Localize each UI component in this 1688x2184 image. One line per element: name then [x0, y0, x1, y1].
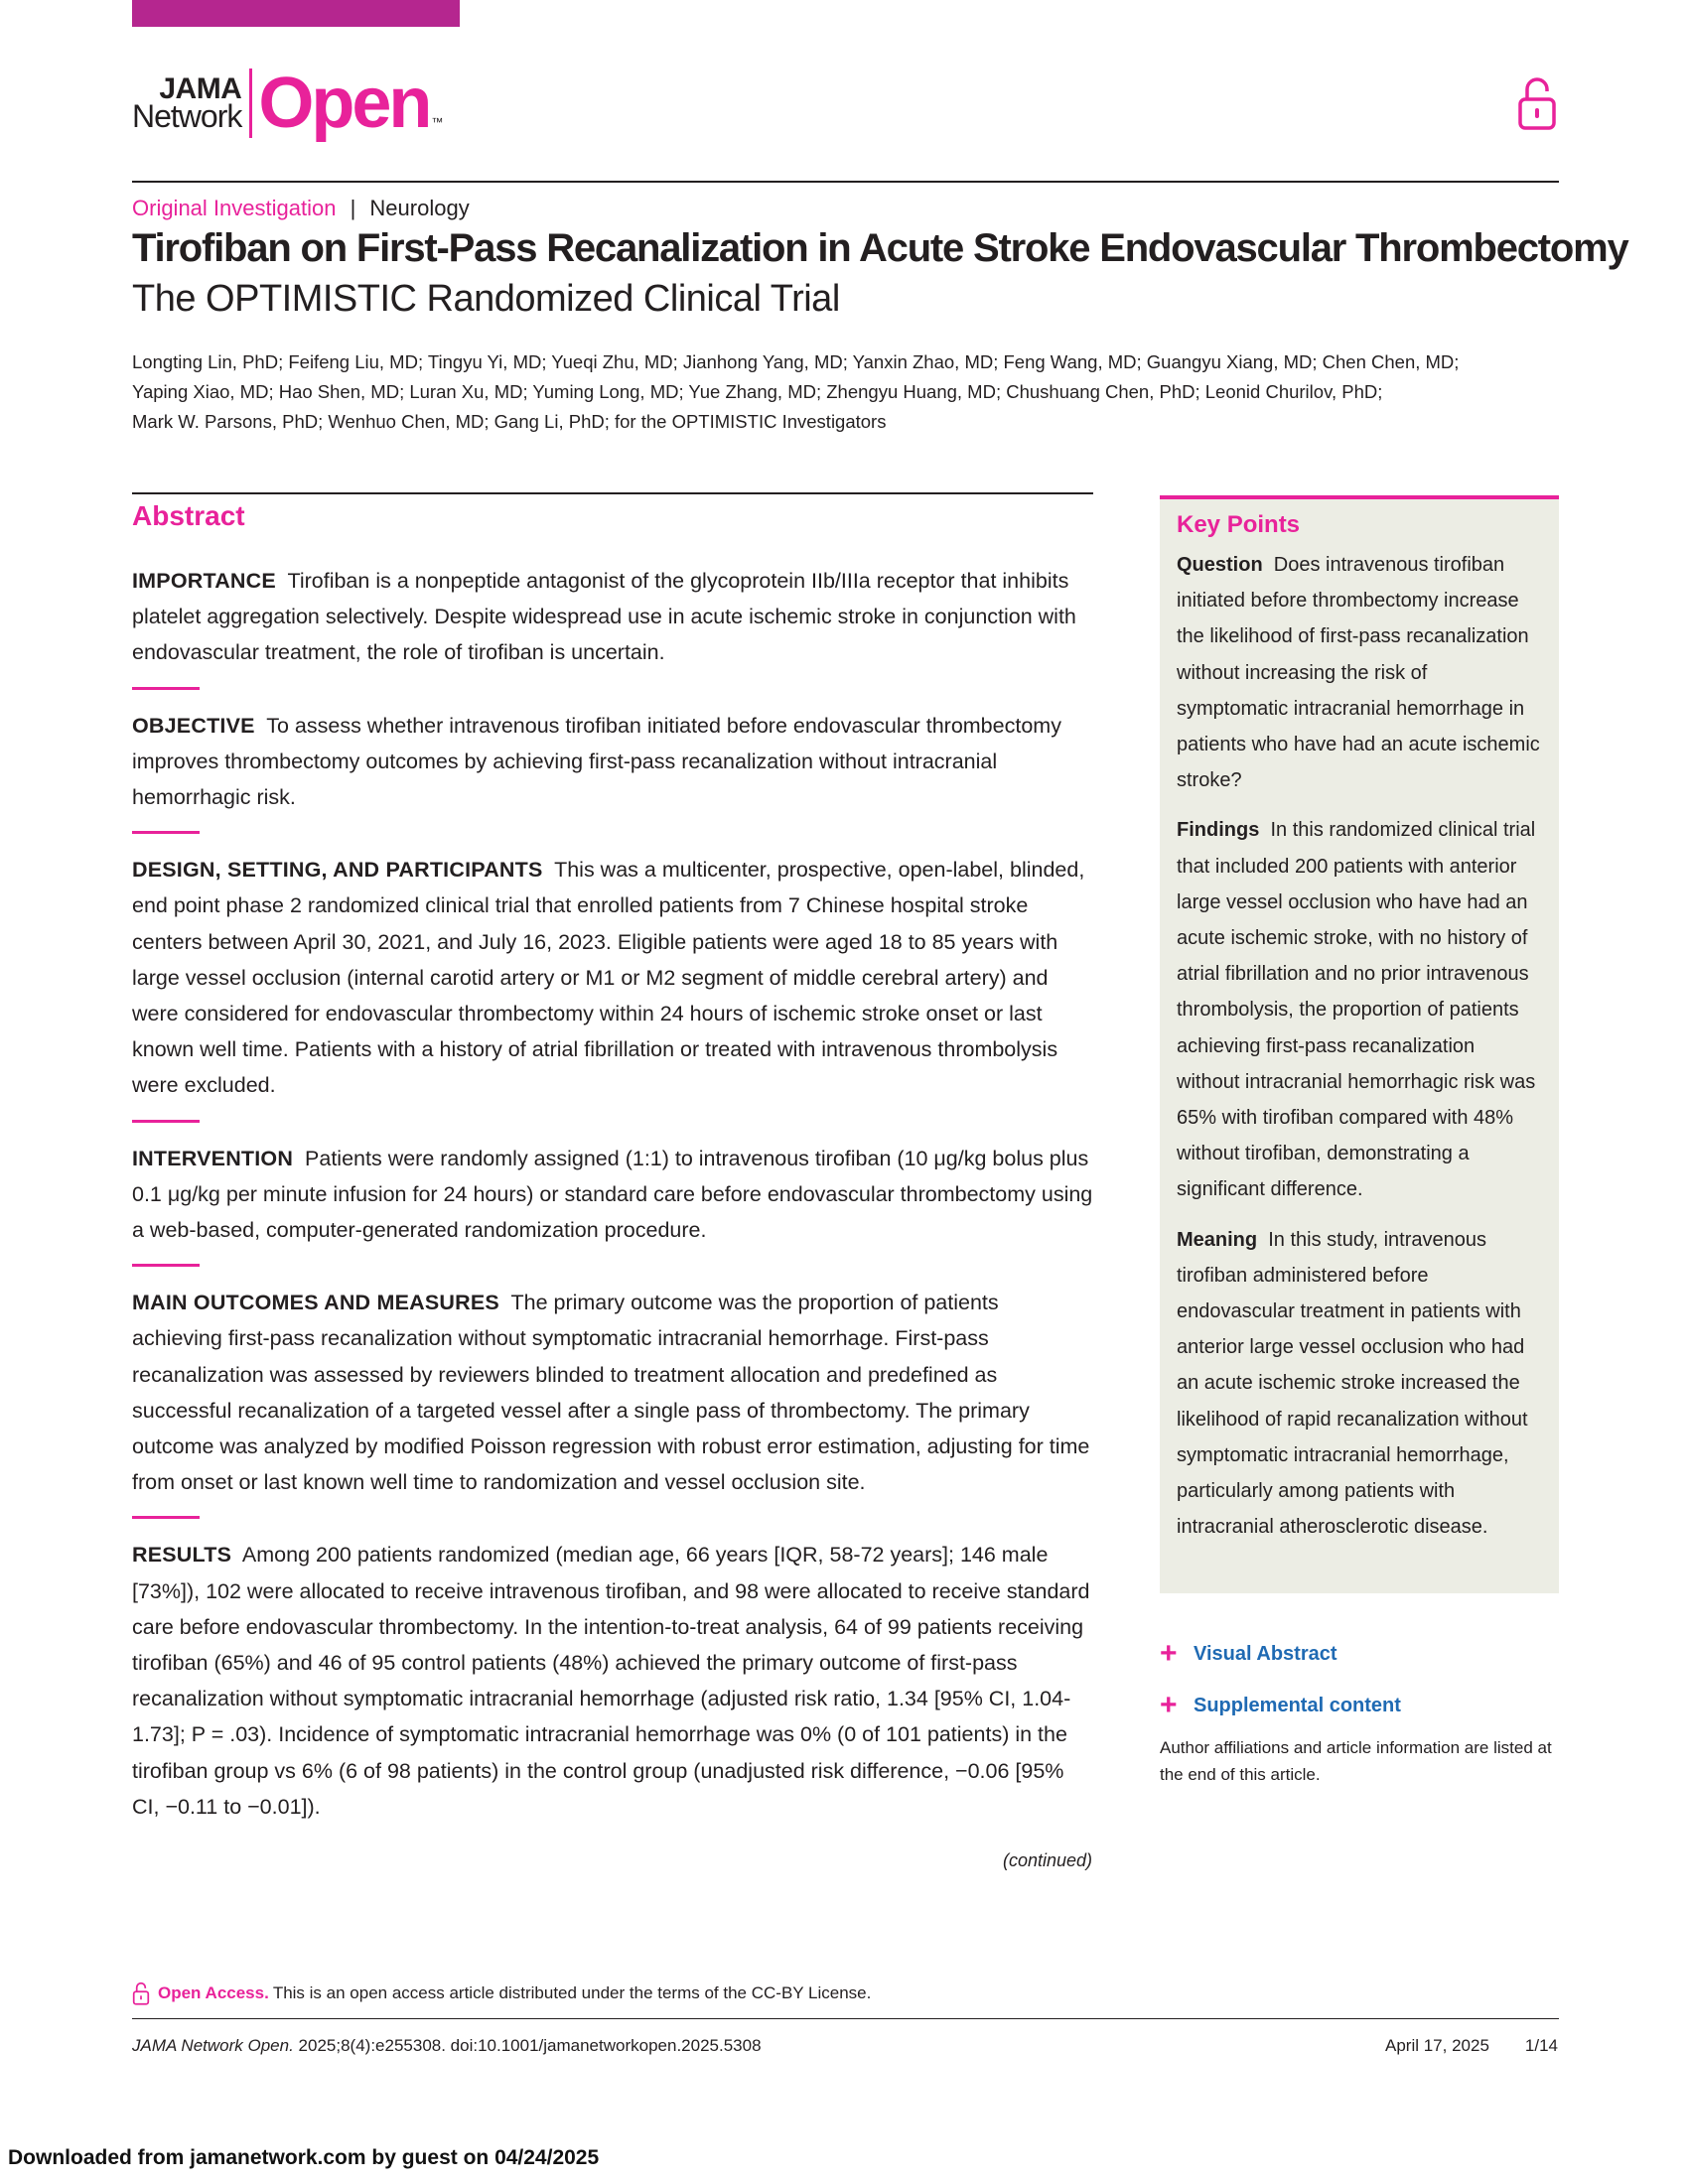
download-notice: Downloaded from jamanetwork.com by guest on 04/24/2025: [8, 2146, 600, 2169]
section-divider: [132, 831, 200, 834]
journal-logo[interactable]: [132, 66, 443, 141]
open-access-label[interactable]: Open Access.: [158, 1983, 269, 2002]
header-rule: [132, 181, 1559, 183]
section-text: Tirofiban is a nonpeptide antagonist of the glycoprotein IIb/IIIa receptor that inhibits platelet aggregation selectively. Despite widespread use in acute ischemic stroke in conjunction with endovascular treatment, the role of tirofiban is uncertain.: [132, 569, 1076, 665]
article-subtitle: The OPTIMISTIC Randomized Clinical Trial: [132, 278, 840, 320]
logo-network-text: Network: [132, 98, 242, 135]
abstract-section-outcomes: [132, 1285, 1093, 1500]
key-point-text: In this randomized clinical trial that included 200 patients with anterior large vessel occlusion who have had an acute ischemic stroke, with no history of atrial fibrillation and no prior intravenous thrombolysis, the proportion of patients achieving first-pass recanalization without intracranial hemorrhagic risk was 65% with tirofiban compared with 48% without tirofiban, demonstrating a significant difference.: [1177, 819, 1536, 1201]
plus-icon: +: [1160, 1637, 1178, 1670]
section-label: OBJECTIVE: [132, 713, 255, 738]
open-access-line: [132, 1981, 871, 2005]
section-text: Among 200 patients randomized (median age, 66 years [IQR, 58-72 years]; 146 male [73%]), 102 were allocated to receive intravenous tirofiban, and 98 were allocated to receive standard care before endovascular thrombectomy. In the intention-to-treat analysis, 64 of 99 patients receiving tirofiban (65%) and 46 of 95 control patients (48%) achieved the primary outcome of first-pass recanalization without symptomatic intracranial hemorrhage (adjusted risk ratio, 1.34 [95% CI, 1.04-1.73]; P = .03). Incidence of symptomatic intracranial hemorrhage was 0% (0 of 101 patients) in the tirofiban group vs 6% (6 of 98 patients) in the control group (unadjusted risk difference, −0.06 [95% CI, −0.11 to −0.01]).: [132, 1543, 1090, 1819]
footer-meta: [1385, 2036, 1558, 2056]
key-point-findings: [1177, 812, 1543, 1207]
affiliations-note: Author affiliations and article information are listed at the end of this article.: [1160, 1738, 1552, 1784]
section-label: MAIN OUTCOMES AND MEASURES: [132, 1291, 499, 1315]
article-title: Tirofiban on First-Pass Recanalization in Acute Stroke Endovascular Thrombectomy: [132, 226, 1628, 270]
abstract-heading: Abstract: [132, 500, 245, 531]
section-divider: [132, 1264, 200, 1267]
key-point-label: Findings: [1177, 819, 1260, 842]
key-point-label: Question: [1177, 554, 1263, 576]
footer-doi: 2025;8(4):e255308. doi:10.1001/jamanetworkopen.2025.5308: [298, 2036, 762, 2055]
category-separator: |: [350, 196, 356, 220]
supplemental-content-link[interactable]: [1160, 1680, 1401, 1731]
article-category[interactable]: Original Investigation: [132, 196, 337, 220]
section-label: DESIGN, SETTING, AND PARTICIPANTS: [132, 858, 543, 883]
abstract-section-design: [132, 852, 1093, 1103]
logo-open-text: Open: [258, 64, 430, 143]
visual-abstract-link[interactable]: [1160, 1628, 1401, 1680]
plus-icon: +: [1160, 1689, 1178, 1721]
abstract-section-intervention: [132, 1141, 1093, 1249]
abstract-section-objective: [132, 708, 1093, 816]
section-text: The primary outcome was the proportion of patients achieving first-pass recanalization without symptomatic intracranial hemorrhage. First-pass recanalization was assessed by reviewers blinded to treatment allocation and predefined as successful recanalization of a targeted vessel after a single pass of thrombectomy. The primary outcome was analyzed by modified Poisson regression with robust error estimation, adjusting for time from onset or last known well time to randomization and vessel occlusion site.: [132, 1291, 1090, 1495]
visual-abstract-label[interactable]: Visual Abstract: [1194, 1642, 1337, 1665]
open-lock-icon: [1517, 75, 1557, 131]
footer-citation: [132, 2036, 762, 2056]
section-label: IMPORTANCE: [132, 569, 276, 593]
open-access-text: This is an open access article distributed under the terms of the CC-BY License.: [272, 1983, 872, 2002]
author-line: Mark W. Parsons, PhD; Wenhuo Chen, MD; Gang Li, PhD; for the OPTIMISTIC Investigators: [132, 411, 887, 432]
side-links: [1160, 1628, 1401, 1731]
section-text: Patients were randomly assigned (1:1) to intravenous tirofiban (10 μg/kg bolus plus 0.1 μg/kg per minute infusion for 24 hours) or standard care before endovascular thrombectomy using a web-based, computer-generated randomization procedure.: [132, 1146, 1093, 1243]
section-divider: [132, 1516, 200, 1519]
abstract-rule: [132, 492, 1093, 494]
section-text: This was a multicenter, prospective, open-label, blinded, end point phase 2 randomized clinical trial that enrolled patients from 7 Chinese hospital stroke centers between April 30, 2021, and July 16, 2023. Eligible patients were aged 18 to 85 years with large vessel occlusion (internal carotid artery or M1 or M2 segment of middle cerebral artery) and were considered for endovascular thrombectomy within 24 hours of ischemic stroke onset or last known well time. Patients with a history of atrial fibrillation or treated with intravenous thrombolysis were excluded.: [132, 858, 1085, 1098]
key-point-text: In this study, intravenous tirofiban administered before endovascular treatment in patients with anterior large vessel occlusion who had an acute ischemic stroke increased the likelihood of rapid recanalization without symptomatic intracranial hemorrhage, particularly among patients with intracranial atherosclerotic disease.: [1177, 1228, 1528, 1539]
key-point-text: Does intravenous tirofiban initiated before thrombectomy increase the likelihood of first-pass recanalization without increasing the risk of symptomatic intracranial hemorrhage in patients who have had an acute ischemic stroke?: [1177, 554, 1540, 792]
logo-trademark: ™: [431, 115, 444, 129]
abstract-section-results: [132, 1537, 1093, 1825]
author-list: [132, 347, 1562, 437]
section-label: INTERVENTION: [132, 1146, 294, 1170]
open-access-lock-icon: [132, 1981, 150, 2005]
section-label: RESULTS: [132, 1543, 232, 1568]
footer-journal: JAMA Network Open.: [132, 2036, 294, 2055]
continued-note: (continued): [1003, 1850, 1093, 1870]
section-divider: [132, 687, 200, 690]
supplemental-content-label[interactable]: Supplemental content: [1194, 1694, 1401, 1716]
logo-jama-text: JAMA: [159, 72, 242, 106]
footer-date: April 17, 2025: [1385, 2036, 1489, 2055]
abstract-body: [132, 563, 1093, 1825]
article-type-line: [132, 196, 470, 221]
logo-separator: [249, 68, 252, 138]
key-point-meaning: [1177, 1222, 1543, 1546]
abstract-section-importance: [132, 563, 1093, 671]
article-specialty: Neurology: [369, 196, 470, 220]
key-point-label: Meaning: [1177, 1228, 1258, 1251]
author-line: Longting Lin, PhD; Feifeng Liu, MD; Tingyu Yi, MD; Yueqi Zhu, MD; Jianhong Yang, MD; Yanxin Zhao, MD; Feng Wang, MD; Guangyu Xiang, MD; Chen Chen, MD;: [132, 351, 1460, 372]
key-points-box: [1160, 495, 1559, 1593]
top-color-bar: [132, 0, 460, 27]
section-text: To assess whether intravenous tirofiban initiated before endovascular thrombectomy improves thrombectomy outcomes by achieving first-pass recanalization without intracranial hemorrhagic risk.: [132, 713, 1061, 810]
footer-rule: [132, 2018, 1559, 2019]
section-divider: [132, 1120, 200, 1123]
key-points-heading: Key Points: [1177, 511, 1301, 538]
key-point-question: [1177, 547, 1543, 798]
footer-page: 1/14: [1524, 2036, 1558, 2055]
author-line: Yaping Xiao, MD; Hao Shen, MD; Luran Xu, MD; Yuming Long, MD; Yue Zhang, MD; Zhengyu Huang, MD; Chushuang Chen, PhD; Leonid Churilov, PhD;: [132, 381, 1383, 402]
